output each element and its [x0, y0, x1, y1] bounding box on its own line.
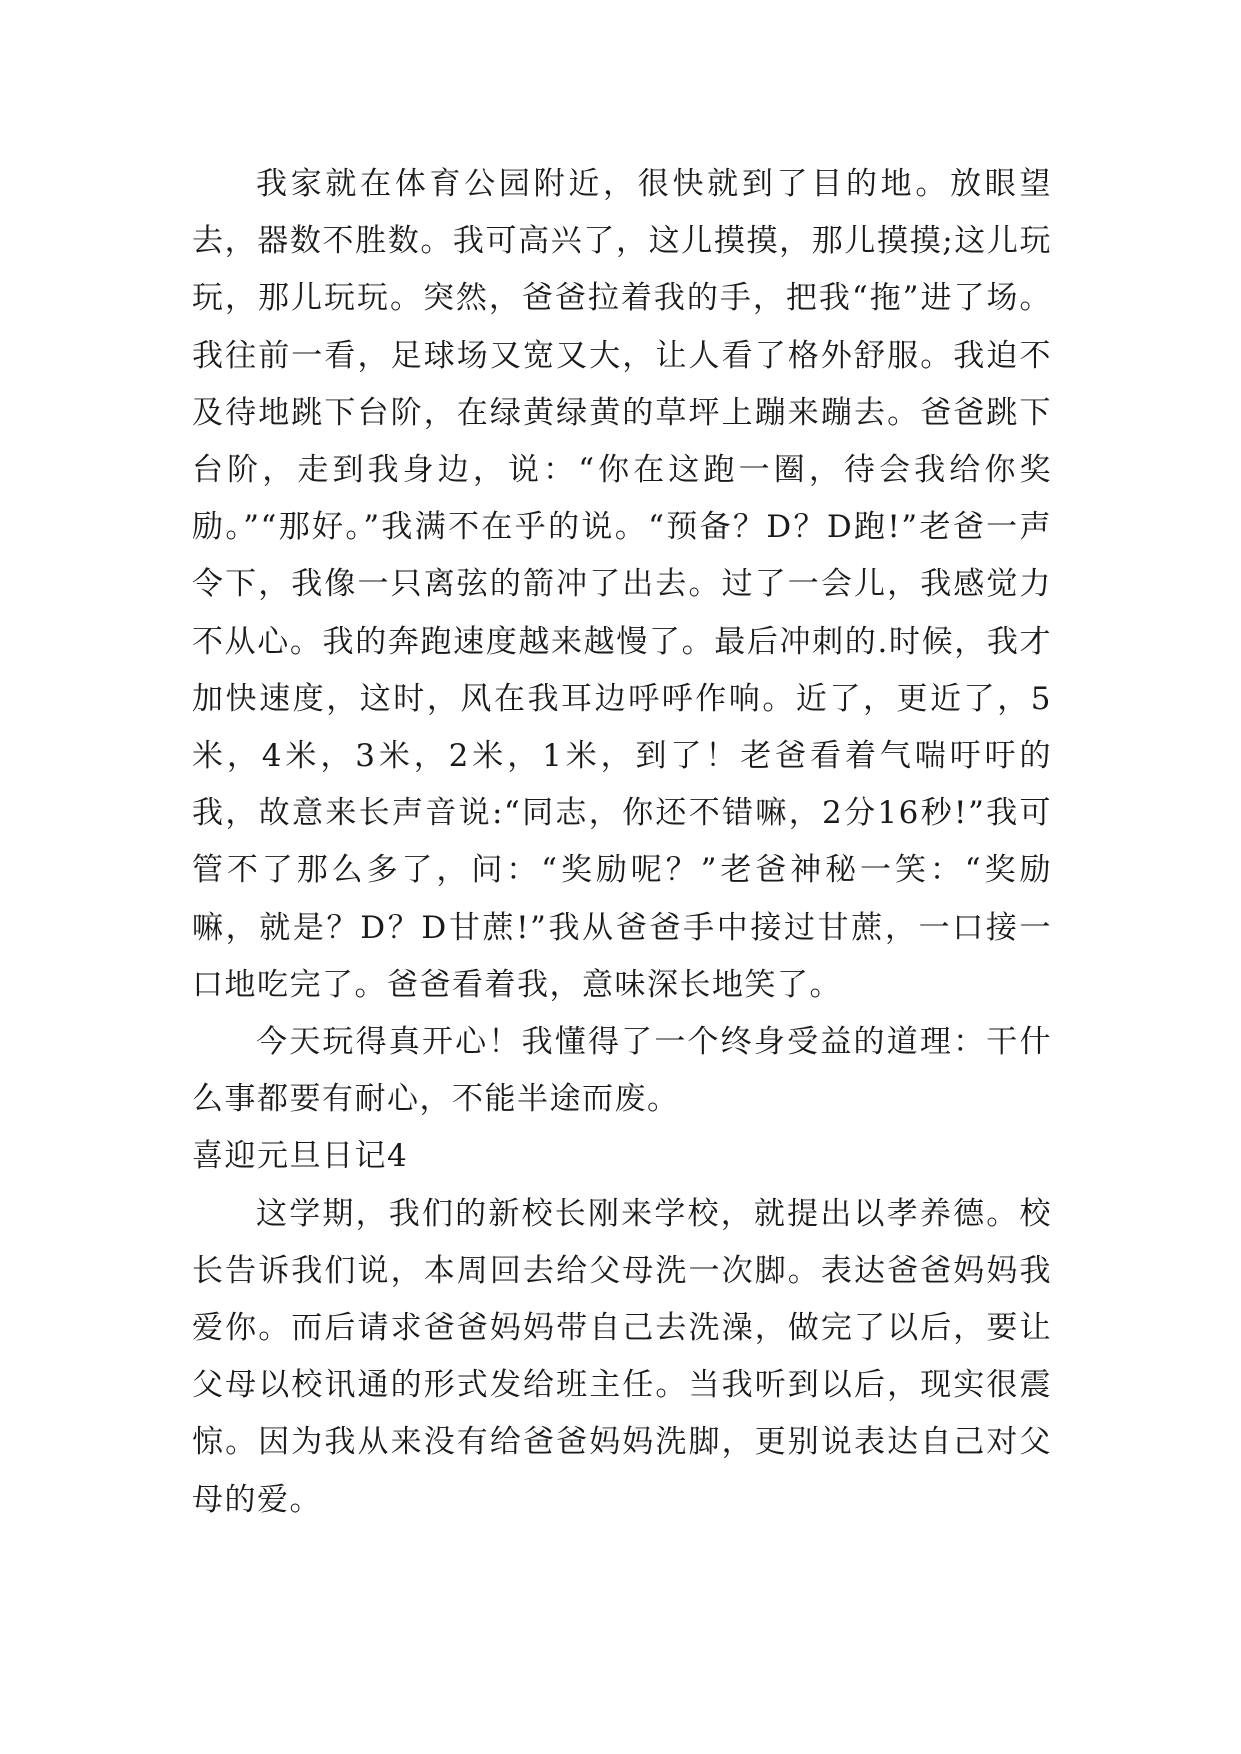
- paragraph-lesson: 今天玩得真开心！我懂得了一个终身受益的道理：干什么事都要有耐心，不能半途而废。: [192, 1024, 1052, 1118]
- paragraph-park-run: 我家就在体育公园附近，很快就到了目的地。放眼望去，器数不胜数。我可高兴了，这儿摸摸，那儿摸摸;这儿玩玩，那儿玩玩。突然，爸爸拉着我的手，把我“拖”进了场。我往前一看，足球场又宽又大，让人看了格外舒服。我迫不及待地跳下台阶，在绿黄绿黄的草坪上蹦来蹦去。爸爸跳下台阶，走到我身边，说：“你在这跑一圈，待会我给你奖励。”“那好。”我满不在乎的说。“预备？D？D跑!”老爸一声令下，我像一只离弦的箭冲了出去。过了一会儿，我感觉力不从心。我的奔跑速度越来越慢了。最后冲刺的.时候，我才加快速度，这时，风在我耳边呼呼作响。近了，更近了，5米，4米，3米，2米，1米，到了！老爸看着气喘吁吁的我，故意来长声音说:“同志，你还不错嘛，2分16秒!”我可管不了那么多了，问：“奖励呢？”老爸神秘一笑：“奖励嘛，就是？D？D甘蔗!”我从爸爸手中接过甘蔗，一口接一口地吃完了。爸爸看着我，意味深长地笑了。: [192, 166, 1052, 1003]
- document-body: [192, 156, 1052, 1529]
- diary-heading: 喜迎元旦日记4: [192, 1138, 409, 1175]
- paragraph-principal: 这学期，我们的新校长刚来学校，就提出以孝养德。校长告诉我们说，本周回去给父母洗一次脚。表达爸爸妈妈我爱你。而后请求爸爸妈妈带自己去洗澡，做完了以后，要让父母以校讯通的形式发给班主任。当我听到以后，现实很震惊。因为我从来没有给爸爸妈妈洗脚，更别说表达自己对父母的爱。: [192, 1195, 1052, 1518]
